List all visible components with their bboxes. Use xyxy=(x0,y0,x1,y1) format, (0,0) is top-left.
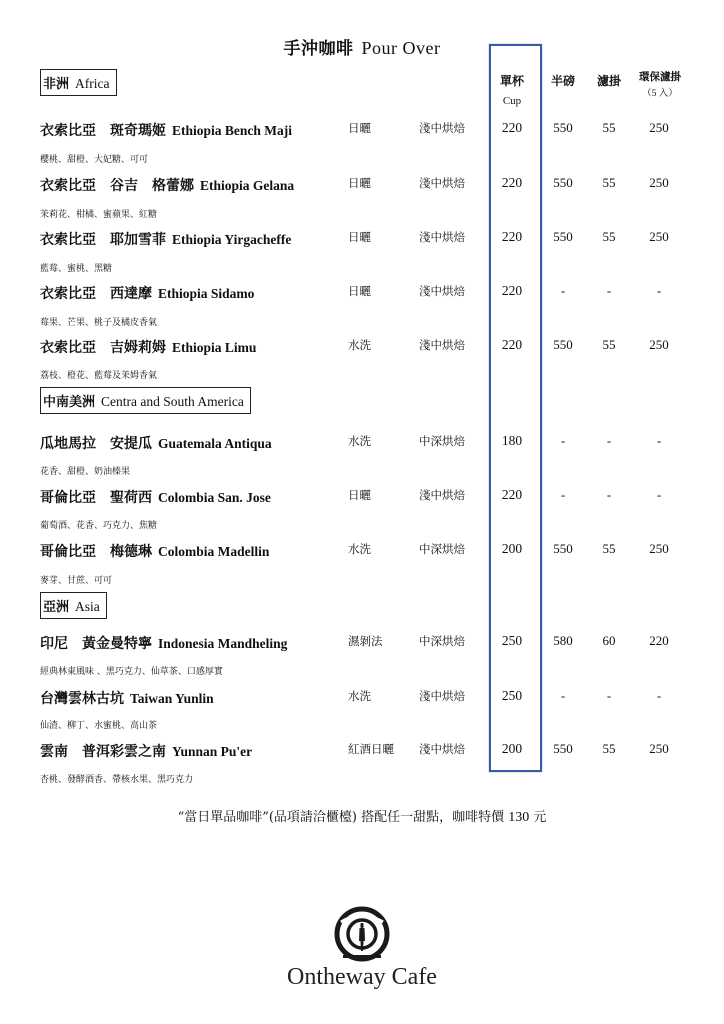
item-half-lb-price: 550 xyxy=(553,175,573,190)
item-process: 濕剝法 xyxy=(348,634,383,648)
item-name xyxy=(40,541,269,561)
item-notes: 仙渣、柳丁、水蜜桃、高山茶 xyxy=(40,721,158,731)
promo-text: “當日單品咖啡”(品項請洽櫃檯) 搭配任一甜點，咖啡特價 xyxy=(177,810,505,825)
item-eco-price: 250 xyxy=(649,741,669,756)
item-eco-price: 220 xyxy=(649,633,669,648)
item-eco-price: - xyxy=(656,688,662,703)
item-name-zh: 衣索比亞 斑奇瑪姬 xyxy=(40,123,166,139)
item-name-zh: 衣索比亞 西達摩 xyxy=(40,286,152,302)
item-drip-price: 55 xyxy=(602,541,616,556)
item-name-zh: 哥倫比亞 聖荷西 xyxy=(40,490,152,506)
item-name-en: Guatemala Antiqua xyxy=(158,436,272,451)
item-drip-price: - xyxy=(606,688,612,703)
item-name-zh: 瓜地馬拉 安提瓜 xyxy=(40,436,152,452)
item-half-lb-price: 550 xyxy=(553,337,573,352)
item-name xyxy=(40,229,291,249)
item-roast: 中深烘焙 xyxy=(419,634,465,648)
item-name xyxy=(40,120,292,140)
item-cup-price: 200 xyxy=(501,541,523,556)
item-drip-price: - xyxy=(606,433,612,448)
item-eco-price: 250 xyxy=(649,541,669,556)
item-half-lb-price: - xyxy=(560,487,566,502)
item-roast: 淺中烘焙 xyxy=(419,230,465,244)
item-roast: 淺中烘焙 xyxy=(419,488,465,502)
item-name-zh: 哥倫比亞 梅德琳 xyxy=(40,544,152,560)
item-name-en: Ethiopia Sidamo xyxy=(158,286,255,301)
item-name-zh: 衣索比亞 耶加雪菲 xyxy=(40,232,166,248)
item-roast: 中深烘焙 xyxy=(419,434,465,448)
item-notes: 杏桃、發酵酒香、帶核水果、黑巧克力 xyxy=(40,775,194,785)
item-half-lb-price: 550 xyxy=(553,120,573,135)
item-half-lb-price: 580 xyxy=(553,633,573,648)
region-zh: 亞洲 xyxy=(43,600,70,615)
header-drip: 濾掛 xyxy=(596,74,621,88)
item-half-lb-price: - xyxy=(560,688,566,703)
item-half-lb-price: 550 xyxy=(553,741,573,756)
item-cup-price: 220 xyxy=(501,175,523,190)
item-half-lb-price: - xyxy=(560,433,566,448)
region-zh: 中南美洲 xyxy=(43,395,96,410)
item-process: 水洗 xyxy=(348,689,371,703)
item-process: 水洗 xyxy=(348,434,371,448)
item-eco-price: 250 xyxy=(649,337,669,352)
item-cup-price: 220 xyxy=(501,337,523,352)
item-roast: 淺中烘焙 xyxy=(419,121,465,135)
item-roast: 淺中烘焙 xyxy=(419,742,465,756)
item-drip-price: - xyxy=(606,487,612,502)
item-roast: 淺中烘焙 xyxy=(419,689,465,703)
item-name xyxy=(40,633,287,653)
item-name-en: Ethiopia Gelana xyxy=(200,178,295,193)
item-name xyxy=(40,283,254,303)
item-name-zh: 雲南 普洱彩雲之南 xyxy=(40,744,166,760)
item-process: 日曬 xyxy=(348,284,371,298)
region-en: Africa xyxy=(75,76,110,91)
item-eco-price: - xyxy=(656,487,662,502)
item-half-lb-price: 550 xyxy=(553,229,573,244)
item-drip-price: 55 xyxy=(602,337,616,352)
region-en: Asia xyxy=(75,599,100,614)
item-drip-price: 55 xyxy=(602,175,616,190)
item-name-en: Yunnan Pu'er xyxy=(172,744,253,759)
promo-line xyxy=(0,806,724,826)
item-half-lb-price: 550 xyxy=(553,541,573,556)
cup-column-highlight xyxy=(489,44,542,772)
header-eco: 環保濾掛 xyxy=(639,71,681,83)
item-cup-price: 250 xyxy=(501,688,523,703)
item-eco-price: 250 xyxy=(649,229,669,244)
item-cup-price: 220 xyxy=(501,283,523,298)
region-asia xyxy=(40,592,107,619)
item-cup-price: 220 xyxy=(501,120,523,135)
item-roast: 中深烘焙 xyxy=(419,542,465,556)
item-process: 水洗 xyxy=(348,542,371,556)
item-cup-price: 200 xyxy=(501,741,523,756)
header-eco-sub: （5 入） xyxy=(642,89,678,99)
title-zh: 手沖咖啡 xyxy=(283,39,354,59)
item-name xyxy=(40,433,272,453)
item-name-zh: 衣索比亞 谷吉 格蕾娜 xyxy=(40,178,194,194)
item-notes: 荔枝、橙花、藍莓及茉姆香氣 xyxy=(40,371,158,381)
page-title xyxy=(0,34,724,59)
item-process: 日曬 xyxy=(348,121,371,135)
item-name-zh: 衣索比亞 吉姆莉姆 xyxy=(40,340,166,356)
item-name-en: Ethiopia Yirgacheffe xyxy=(172,232,292,247)
region-en: Centra and South America xyxy=(101,394,244,409)
item-roast: 淺中烘焙 xyxy=(419,338,465,352)
cafe-logo-icon xyxy=(333,905,391,963)
item-cup-price: 250 xyxy=(501,633,523,648)
header-cup: 單杯 xyxy=(499,74,524,88)
header-half-lb: 半磅 xyxy=(550,74,575,88)
item-drip-price: 55 xyxy=(602,120,616,135)
item-notes: 茉莉花、柑橘、蜜蘋果、紅糖 xyxy=(40,210,158,220)
item-process: 日曬 xyxy=(348,176,371,190)
item-notes: 經典林東風味 、黑巧克力、仙草茶、口感厚實 xyxy=(40,667,223,677)
item-eco-price: - xyxy=(656,283,662,298)
item-drip-price: 55 xyxy=(602,229,616,244)
item-eco-price: - xyxy=(656,433,662,448)
item-eco-price: 250 xyxy=(649,120,669,135)
item-roast: 淺中烘焙 xyxy=(419,176,465,190)
promo-unit: 元 xyxy=(533,810,547,825)
item-drip-price: 55 xyxy=(602,741,616,756)
item-name-en: Ethiopia Bench Maji xyxy=(172,123,293,138)
item-name xyxy=(40,688,214,708)
item-half-lb-price: - xyxy=(560,283,566,298)
item-name-en: Colombia San. Jose xyxy=(158,490,271,505)
region-africa xyxy=(40,69,117,96)
region-zh: 非洲 xyxy=(43,77,70,92)
item-process: 日曬 xyxy=(348,488,371,502)
item-eco-price: 250 xyxy=(649,175,669,190)
item-notes: 麥芽、甘蔗、可可 xyxy=(40,576,113,586)
item-notes: 櫻桃、甜橙、大妃糖、可可 xyxy=(40,155,149,165)
brand-name: Ontheway Cafe xyxy=(287,964,437,990)
item-notes: 莓果、芒果、桃子及橘皮香氣 xyxy=(40,318,158,328)
item-drip-price: 60 xyxy=(602,633,616,648)
item-name-en: Indonesia Mandheling xyxy=(158,636,288,651)
item-drip-price: - xyxy=(606,283,612,298)
item-process: 日曬 xyxy=(348,230,371,244)
item-process: 紅酒日曬 xyxy=(348,742,394,756)
region-central-south-america xyxy=(40,387,251,414)
item-name-en: Taiwan Yunlin xyxy=(130,691,214,706)
item-name xyxy=(40,337,256,357)
item-name xyxy=(40,487,271,507)
item-name-en: Colombia Madellin xyxy=(158,544,270,559)
item-notes: 葡萄酒、花香、巧克力、焦糖 xyxy=(40,521,158,531)
item-name-zh: 印尼 黃金曼特寧 xyxy=(40,636,152,652)
item-cup-price: 220 xyxy=(501,229,523,244)
item-roast: 淺中烘焙 xyxy=(419,284,465,298)
promo-price: 130 xyxy=(508,810,530,825)
item-name xyxy=(40,741,252,761)
item-notes: 花香、甜橙、奶油榛果 xyxy=(40,467,131,477)
item-cup-price: 180 xyxy=(501,433,523,448)
item-cup-price: 220 xyxy=(501,487,523,502)
title-en: Pour Over xyxy=(361,38,441,58)
item-name-zh: 台灣雲林古坑 xyxy=(40,691,124,707)
header-cup-en: Cup xyxy=(502,95,522,107)
item-process: 水洗 xyxy=(348,338,371,352)
item-name-en: Ethiopia Limu xyxy=(172,340,257,355)
item-notes: 藍莓、蜜桃、黑糖 xyxy=(40,264,113,274)
item-name xyxy=(40,175,294,195)
